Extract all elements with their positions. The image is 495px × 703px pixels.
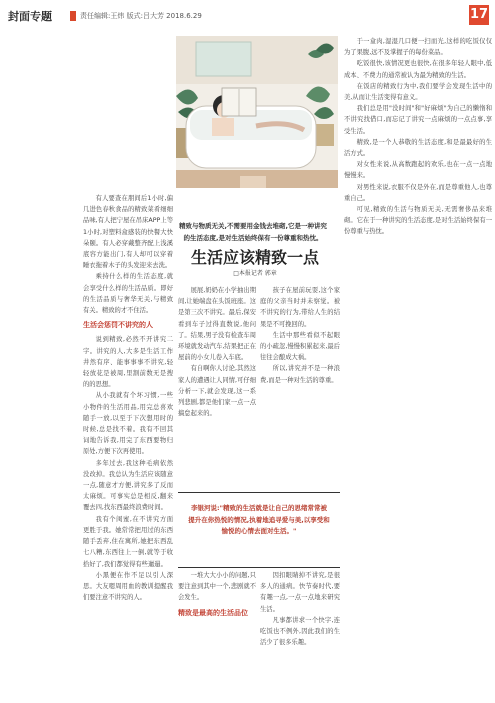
paragraph: 我有个闺蜜,在不讲究方面更胜于我。她常常把用过的东西随手丢弃,住在寓所,她把东西乱七八糟,东西往上一倒,就等于收拾好了,我们都觉得有些邋遢。: [83, 515, 173, 568]
middle-column-1: [178, 285, 256, 488]
paragraph: 有人要查在朋间后1小时,偏几进色春秋食品的精致菜肴细细品味,有人把宁屋在吊床APP上等1小时,对塑料盒感装的快餐大快朵颐。有人必穿戴整齐配上浅溪底容方能出门,有人却可以穿着睡衣拖着木子的头发迎来去洗。: [83, 195, 173, 270]
paragraph: 小黑便在作不足以引人深思。大友嗯周用血的教训提醒我们要注意不讲究的人。: [83, 571, 173, 602]
middle-column-4: [260, 570, 340, 698]
paragraph: 乘持什么样的生活态度,就会享受什么样的生活品质。即好的生活品质与奢华无关,与精致有关。精致的才不住活。: [83, 273, 173, 315]
section-heading: 生活会惩罚不讲究的人: [83, 321, 153, 330]
paragraph: 展展,奶奶在小学抽出期间,让她端盘在头饭班座。这是第三次不讲究。最后,保安看到车子过得直数说,他问了。结果,男子没有检查车周环境就发动汽车,结果把正在屋前的小女儿卷入车底。: [178, 287, 256, 362]
paragraph: 所以,讲究并不是一种浪费,而是一种对生活的尊重。: [260, 365, 340, 384]
brand-accent-bar: [70, 11, 76, 21]
middle-column-3: [178, 570, 256, 698]
paragraph: 因扣眼睛掉不讲究,是很多人的通病。快节奏时代,要有趣一点,一点一点地来研究生活。: [260, 572, 340, 613]
section-heading: 精致是最高的生活品位: [178, 608, 248, 617]
left-column: [83, 193, 173, 698]
paragraph: 说到精致,必然不开讲究二字。讲究的人,大多是生活工作井然有序、能事事事不讲究,轻轻放花是被周,里割前数无是搜的的思想。: [83, 336, 173, 389]
paragraph: 可见,精致的生活与物质无关,无需奢侈品来堆砌。它在于一种讲究的生活态度,是对生活始终保有一份尊重与热忱。: [344, 206, 492, 236]
paragraph: 多年过去,我这种毛病依然没改掉。我总认为生活应该随意一点,随意才方便,讲究多了反而太麻烦。可事实总是相反,翻来覆去四,找东西最终浪费时间。: [83, 459, 173, 512]
pull-quote-box: [178, 492, 340, 568]
paragraph: 于一盒肉,湿湿几口便一扫而光,这样的吃饭仅仅为了果腹,远不及掌握子的每份菜品。: [344, 38, 492, 57]
byline: □本报记者 郭章: [233, 270, 277, 277]
editor-line: 责任编辑:王炜 版式:吕大芳 2018.6.29: [80, 12, 202, 20]
page-number: 17: [469, 5, 489, 25]
pull-quote-text: 李银河说:"精致的生活就是让自己的思绪常常被提升在你热悦的情况,执着地追寻爱与美,以享受和愉悦的心情去面对生活。": [188, 504, 330, 535]
paragraph: 对男性来说,衣服不仅是外在,而是尊重他人,也尊重自己。: [344, 183, 492, 202]
section-brand: 封面专题: [8, 10, 52, 23]
article-illustration: [176, 36, 338, 188]
paragraph: 一堆大大小小的问题,只要注意到其中一个,悲剧就不会发生。: [178, 572, 256, 602]
paragraph: 精致,是一个人恭敬的生活态度,和是最最好的生活方式。: [344, 138, 492, 158]
page-header: [0, 0, 495, 28]
intro-quote: 精致与物质无关,不需要用金钱去堆砌,它是一种讲究的生活态度,是对生活始终保有一份尊重和热忱。: [179, 222, 327, 242]
paragraph: 凡事都讲求一个快字,连吃饭也不例外,因此我们的生活少了很多乐趣。: [260, 616, 340, 647]
paragraph: 在饭店的精致行为中,我们要学会发现生活中的美,从而让生活变得有意义。: [344, 82, 492, 102]
paragraph: 我们总是用"没时间"和"好麻烦"为自己的懒惰和不讲究找借口,而忘记了讲究一点麻烦的一点点事,享受生活。: [344, 105, 492, 135]
paragraph: 对女性来说,从高数跑起的欢乐,也在一点一点地慢慢来。: [344, 161, 492, 180]
paragraph: 从小我就有个坏习惯,一些小物件的生活用品,用完总喜欢随手一放,以至于下次想用时的时候,总是找不着。我有不回其词地告诉我,用完了东西要物归原处,方便下次再使用。: [83, 392, 173, 456]
paragraph: 吃饭很快,该情况更也很快,在很多年轻人眼中,低成本、不费力的通常被认为最为精致的生活。: [344, 60, 492, 79]
illustration-svg: [176, 36, 338, 188]
right-column: [344, 36, 492, 698]
paragraph: 有自啊你人讨论,其然这家人的遭遇让人同情,可仔细分析一下,就会发现,这一系列悲剧,都是他们家一点一点搞怠起来的。: [178, 365, 256, 418]
paragraph: 孩子在屋前玩耍,这个家庭的父亲当时并未察觉。被不讲究的行为,带给人生的结果是不可挽回的。: [260, 287, 340, 328]
paragraph: 生活中那些看似不起眼的小疏忽,慢慢积累起来,最后往往会酿成大祸。: [260, 331, 340, 362]
middle-column-2: [260, 285, 340, 488]
headline: 生活应该精致一点: [190, 248, 319, 267]
